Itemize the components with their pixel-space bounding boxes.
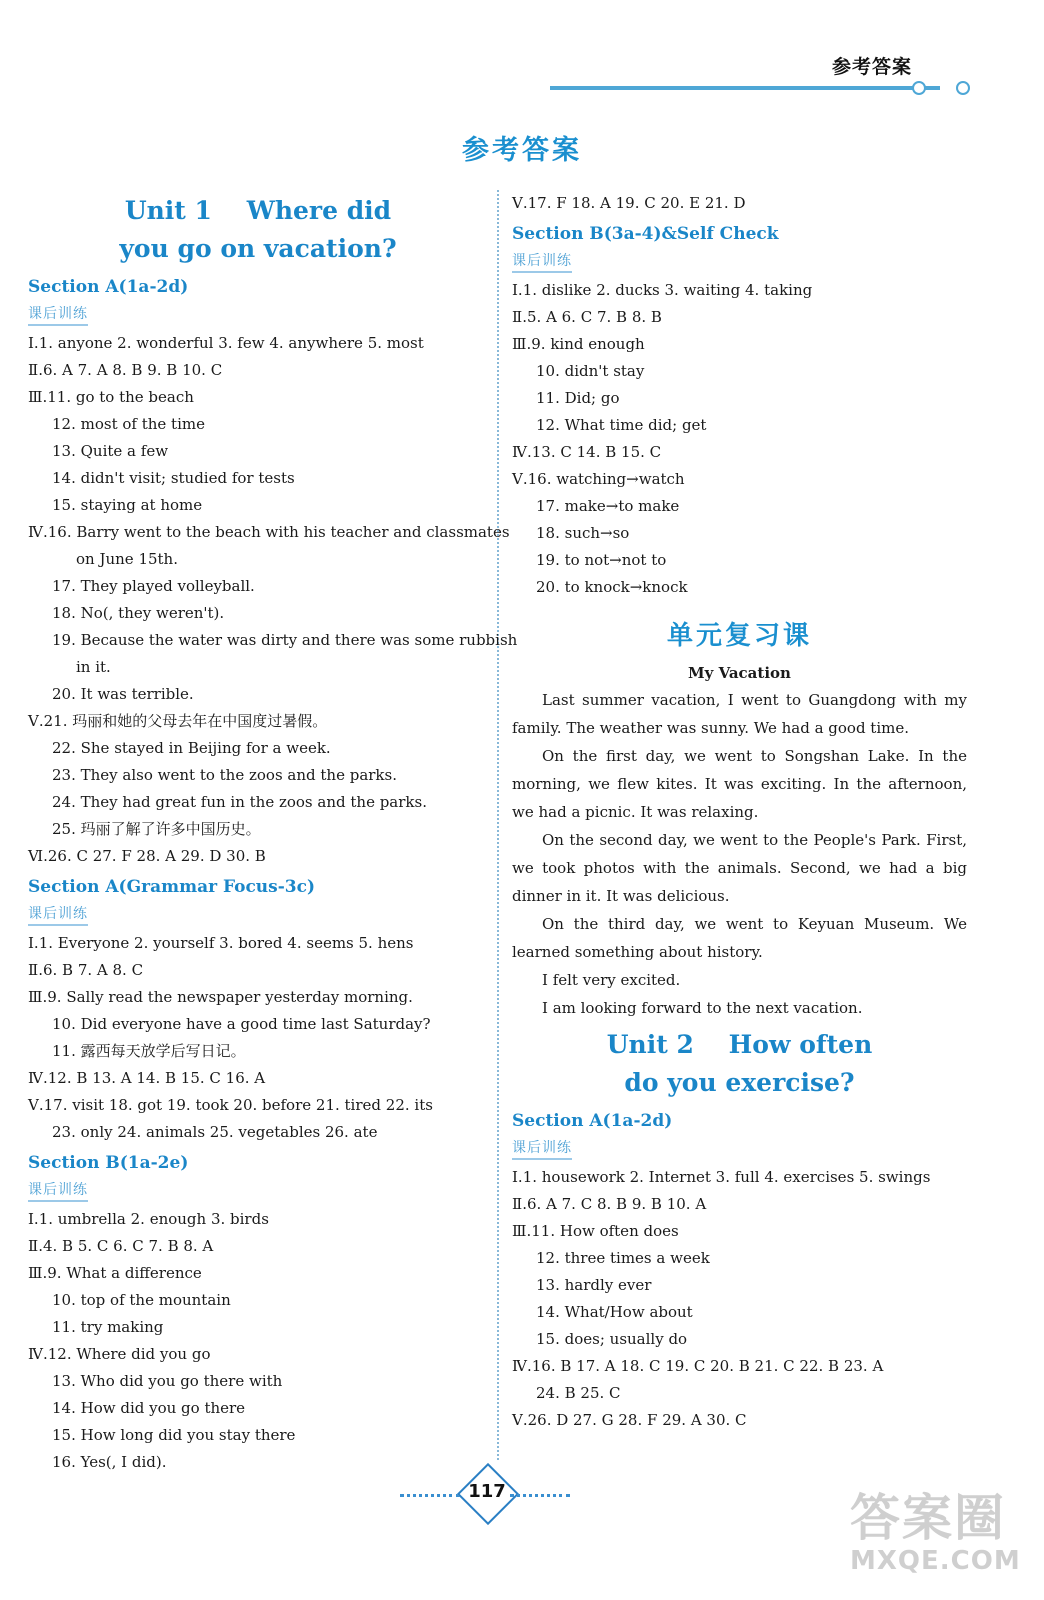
essay-paragraph: On the third day, we went to Keyuan Museum. We learned something about history. [512, 915, 967, 961]
practice-tag: 课后训练 [512, 251, 572, 273]
answer-line: 11. Did; go [536, 389, 620, 407]
answer-line: on June 15th. [76, 550, 178, 568]
practice-tag: 课后训练 [28, 304, 88, 326]
answer-line: 10. didn't stay [536, 362, 645, 380]
practice-tag: 课后训练 [28, 904, 88, 926]
answer-line: 13. Who did you go there with [52, 1372, 283, 1390]
answer-line: 14. How did you go there [52, 1399, 246, 1417]
answer-line: 24. B 25. C [536, 1384, 621, 1402]
answer-line: Ⅲ.9. Sally read the newspaper yesterday morning. [28, 988, 413, 1006]
answer-line: Ⅵ.26. C 27. F 28. A 29. D 30. B [28, 847, 266, 865]
answer-line: Ⅱ.6. A 7. C 8. B 9. B 10. A [512, 1195, 707, 1213]
answer-line: 24. They had great fun in the zoos and the parks. [52, 793, 427, 811]
unit2-title [512, 1026, 967, 1102]
answer-line: Ⅴ.17. F 18. A 19. C 20. E 21. D [512, 194, 746, 212]
answer-line: 17. They played volleyball. [52, 577, 255, 595]
answer-line: 19. to not→not to [536, 551, 667, 569]
answer-line: Ⅰ.1. housework 2. Internet 3. full 4. exercises 5. swings [512, 1168, 931, 1186]
answer-line: 13. hardly ever [536, 1276, 652, 1294]
answer-line: 18. such→so [536, 524, 630, 542]
answer-line: 15. staying at home [52, 496, 203, 514]
answer-line: 17. make→to make [536, 497, 680, 515]
answer-line: 20. to knock→knock [536, 578, 688, 596]
unit1-title [28, 192, 488, 268]
footer-dots-left [400, 1494, 460, 1497]
essay-paragraph: Last summer vacation, I went to Guangdong with my family. The weather was sunny. We had a good time. [512, 691, 967, 737]
answer-line: 22. She stayed in Beijing for a week. [52, 739, 331, 757]
answer-line: 15. does; usually do [536, 1330, 688, 1348]
answer-line: 19. Because the water was dirty and there was some rubbish [52, 631, 518, 649]
answer-line: Ⅳ.16. Barry went to the beach with his teacher and classmates [28, 523, 510, 541]
answer-line: Ⅱ.5. A 6. C 7. B 8. B [512, 308, 662, 326]
watermark-url: MXQE.COM [850, 1546, 1021, 1576]
essay-line: I am looking forward to the next vacation. [542, 999, 863, 1017]
answer-line: Ⅳ.16. B 17. A 18. C 19. C 20. B 21. C 22. B 23. A [512, 1357, 884, 1375]
essay-paragraph: On the second day, we went to the People's Park. First, we took photos with the animals. Second, we had a big dinner in it. It was delicious. [512, 831, 967, 905]
practice-tag: 课后训练 [28, 1180, 88, 1202]
answer-line: 14. What/How about [536, 1303, 693, 1321]
answer-line: 15. How long did you stay there [52, 1426, 296, 1444]
answer-line: Ⅱ.4. B 5. C 6. C 7. B 8. A [28, 1237, 214, 1255]
essay-title: My Vacation [688, 664, 791, 682]
answer-line: Ⅲ.11. How often does [512, 1222, 679, 1240]
answer-line: 23. They also went to the zoos and the parks. [52, 766, 397, 784]
answer-line: 11. 露西每天放学后写日记。 [52, 1042, 246, 1060]
header-rule-dot [956, 81, 970, 95]
answer-line: 20. It was terrible. [52, 685, 194, 703]
unit1-title-line2: you go on vacation? [119, 234, 397, 263]
answer-line: Ⅴ.16. watching→watch [512, 470, 685, 488]
section-grammar-heading: Section A(Grammar Focus-3c) [28, 877, 315, 897]
review-title: 单元复习课 [666, 621, 812, 651]
answer-line: Ⅴ.21. 玛丽和她的父母去年在中国度过暑假。 [28, 712, 328, 730]
page-title: 参考答案 [462, 135, 582, 166]
answer-line: Ⅱ.6. B 7. A 8. C [28, 961, 144, 979]
answer-line: 12. most of the time [52, 415, 205, 433]
page-number: 117 [468, 1481, 506, 1502]
header-rule [550, 86, 940, 90]
page-number-badge [400, 1472, 570, 1516]
left-column [28, 190, 518, 1476]
answer-line: Ⅳ.12. B 13. A 14. B 15. C 16. A [28, 1069, 266, 1087]
section-b-heading: Section B(1a-2e) [28, 1153, 189, 1173]
answer-line: 25. 玛丽了解了许多中国历史。 [52, 820, 261, 838]
section-a-heading: Section A(1a-2d) [28, 277, 189, 297]
answer-line: 10. top of the mountain [52, 1291, 231, 1309]
column-divider [497, 190, 499, 1460]
answer-line: Ⅰ.1. Everyone 2. yourself 3. bored 4. seems 5. hens [28, 934, 414, 952]
unit1-title-line1: Unit 1 Where did [124, 196, 392, 225]
answer-line: 12. three times a week [536, 1249, 710, 1267]
watermark-logo-text: 答案圈 [850, 1489, 1006, 1547]
answer-line: Ⅰ.1. dislike 2. ducks 3. waiting 4. taking [512, 281, 813, 299]
answer-line: 18. No(, they weren't). [52, 604, 225, 622]
answer-line: Ⅴ.26. D 27. G 28. F 29. A 30. C [512, 1411, 747, 1429]
answer-line: 10. Did everyone have a good time last Saturday? [52, 1015, 431, 1033]
answer-line: Ⅰ.1. anyone 2. wonderful 3. few 4. anywhere 5. most [28, 334, 424, 352]
answer-line: in it. [76, 658, 111, 676]
header-label: 参考答案 [832, 56, 913, 78]
answer-line: 23. only 24. animals 25. vegetables 26. ate [52, 1123, 378, 1141]
essay-paragraph: On the first day, we went to Songshan Lake. In the morning, we flew kites. It was exciting. In the afternoon, we had a picnic. It was relaxing. [512, 747, 967, 821]
answer-line: Ⅳ.13. C 14. B 15. C [512, 443, 662, 461]
answer-line: 12. What time did; get [536, 416, 707, 434]
answer-line: Ⅲ.11. go to the beach [28, 388, 194, 406]
answer-line: 11. try making [52, 1318, 164, 1336]
header-rule-dot [912, 81, 926, 95]
section-a2-heading: Section A(1a-2d) [512, 1111, 673, 1131]
section-b3-heading: Section B(3a-4)&Self Check [512, 224, 779, 244]
answer-line: Ⅲ.9. What a difference [28, 1264, 202, 1282]
essay-line: I felt very excited. [542, 971, 681, 989]
answer-line: Ⅱ.6. A 7. A 8. B 9. B 10. C [28, 361, 223, 379]
answer-line: 14. didn't visit; studied for tests [52, 469, 295, 487]
answer-line: 13. Quite a few [52, 442, 169, 460]
unit2-title-line1: Unit 2 How often [606, 1030, 873, 1059]
answer-line: Ⅴ.17. visit 18. got 19. took 20. before 21. tired 22. its [28, 1096, 433, 1114]
answer-line: 16. Yes(, I did). [52, 1453, 167, 1471]
footer-dots-right [510, 1494, 570, 1497]
answer-line: Ⅲ.9. kind enough [512, 335, 645, 353]
right-column [512, 190, 967, 1434]
answer-line: Ⅳ.12. Where did you go [28, 1345, 211, 1363]
watermark [850, 1478, 1030, 1578]
answer-line: Ⅰ.1. umbrella 2. enough 3. birds [28, 1210, 269, 1228]
unit2-title-line2: do you exercise? [624, 1068, 855, 1097]
practice-tag: 课后训练 [512, 1138, 572, 1160]
